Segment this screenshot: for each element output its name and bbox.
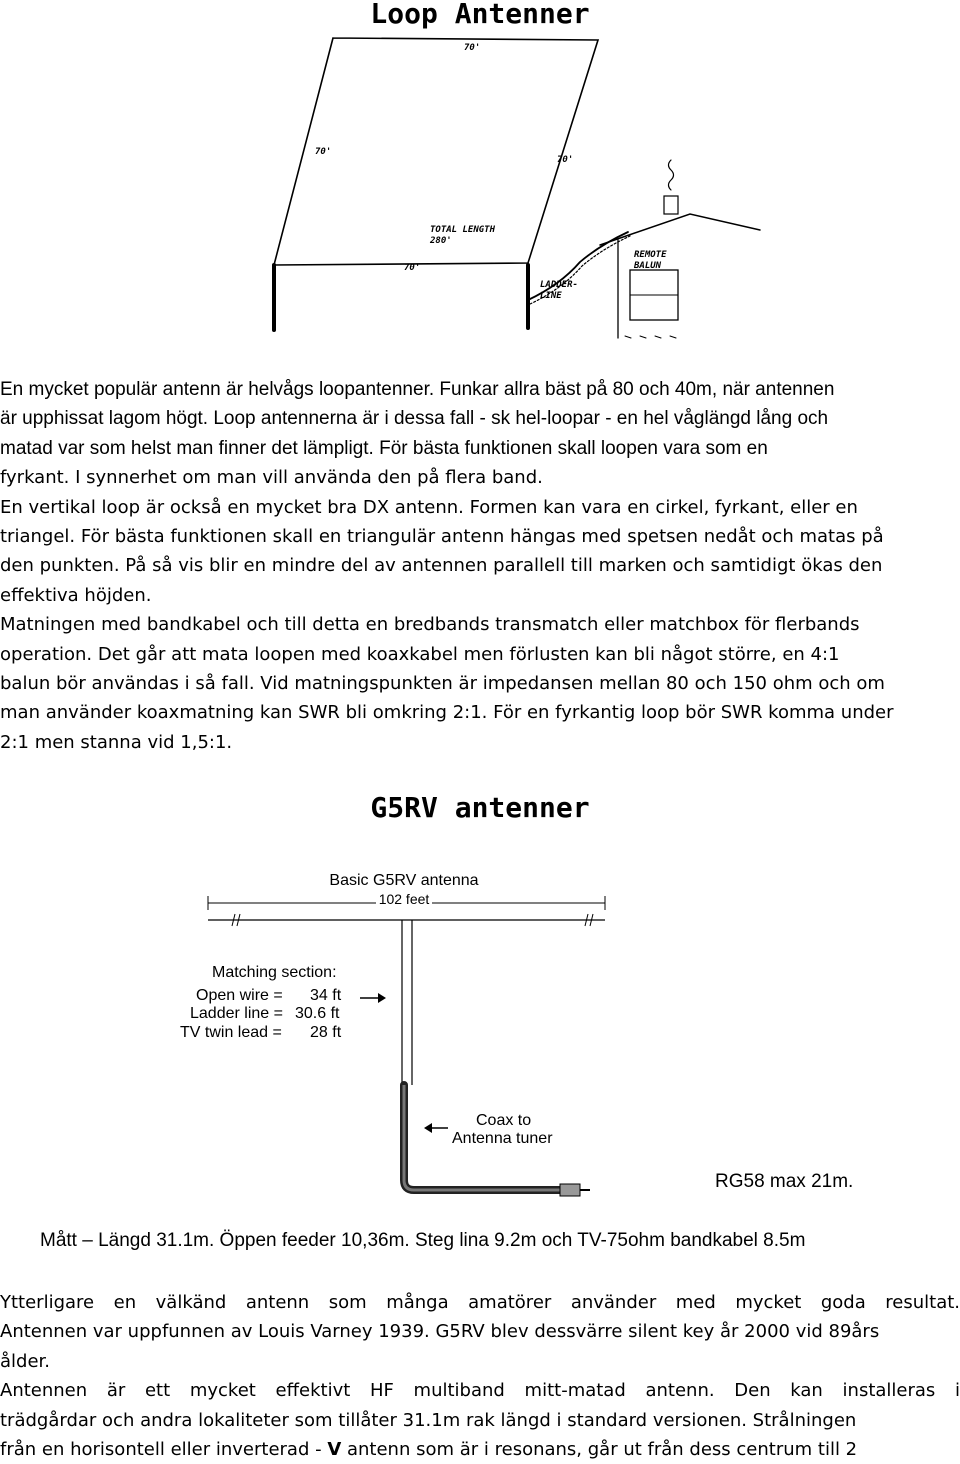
g5rv-last-bold: V	[327, 1438, 342, 1460]
loop-text-line: Matningen med bandkabel och till detta en bredbands transmatch eller matchbox för flerbands	[0, 614, 860, 636]
g5rv-text-line: trädgårdar och andra lokaliteter som tillåter 31.1m rak längd i standard versionen. Strålningen	[0, 1409, 857, 1431]
g5rv-text-line: Antennen är ett mycket effektivt HF multiband mitt-matad antenn. Den kan installeras i	[0, 1380, 960, 1402]
g5rv-last-b: antenn som är i resonans, går ut från dess centrum till 2	[341, 1438, 858, 1460]
loop-label-bottom: 70'	[404, 263, 421, 273]
g5rv-row-label: Open wire =	[196, 987, 283, 1004]
g5rv-measurements: Mått – Längd 31.1m. Öppen feeder 10,36m. Steg lina 9.2m och TV-75ohm bandkabel 8.5m	[40, 1230, 806, 1251]
loop-title: Loop Antenner	[370, 0, 590, 30]
g5rv-diagram-length	[0, 890, 808, 908]
g5rv-row-label: Ladder line =	[190, 1005, 283, 1022]
loop-label-total-length: TOTAL LENGTH 280'	[430, 225, 496, 246]
g5rv-coax-line2: Antenna tuner	[452, 1130, 553, 1147]
g5rv-row-value: 28 ft	[310, 1024, 342, 1041]
loop-text-line: triangel. För bästa funktionen skall en triangulär antenn hängas med spetsen nedåt och matas på	[0, 525, 884, 547]
loop-text-line: matad var som helst man finner det lämpligt. För bästa funktionen skall loopen vara som en	[0, 437, 768, 459]
loop-label-remote-balun: REMOTE BALUN	[634, 250, 667, 271]
g5rv-diagram-length-text: 102 feet	[376, 891, 433, 907]
g5rv-text	[0, 1288, 960, 1464]
g5rv-diagram-title: Basic G5RV antenna	[329, 872, 479, 889]
loop-label-ladder-line: LADDER- LINE	[540, 280, 578, 301]
loop-text-line: operation. Det går att mata loopen med koaxkabel men förlusten kan bli något större, en 4:1	[0, 643, 840, 665]
g5rv-matching-heading: Matching section:	[212, 964, 337, 981]
loop-text-line: den punkten. På så vis blir en mindre del av antennen parallell till marken och samtidigt ökas den	[0, 555, 883, 577]
g5rv-row-value: 34 ft	[310, 987, 342, 1004]
g5rv-text-line: Ytterligare en välkänd antenn som många amatörer använder med mycket goda resultat.	[0, 1292, 960, 1313]
loop-text-line: är upphissat lagom högt. Loop antennerna är i dessa fall - sk hel-loopar - en hel våglängd lång och	[0, 408, 829, 430]
loop-label-right: 70'	[557, 155, 574, 165]
g5rv-coax-line1: Coax to	[476, 1112, 532, 1129]
loop-text-line: fyrkant. I synnerhet om man vill använda den på flera band.	[0, 467, 543, 489]
loop-text-line: En vertikal loop är också en mycket bra DX antenn. Formen kan vara en cirkel, fyrkant, eller en	[0, 496, 858, 518]
loop-text-line: effektiva höjden.	[0, 584, 152, 606]
g5rv-text-line-last	[0, 1435, 960, 1464]
g5rv-row-value: 30.6 ft	[295, 1005, 340, 1022]
g5rv-last-a: från en horisontell eller inverterad -	[0, 1438, 328, 1460]
g5rv-title: G5RV antenner	[370, 791, 590, 824]
loop-label-top: 70'	[464, 43, 481, 53]
loop-text-line: man använder koaxmatning kan SWR bli omkring 2:1. För en fyrkantig loop bör SWR komma under	[0, 702, 894, 724]
loop-label-left: 70'	[315, 147, 332, 157]
g5rv-text-line: Antennen var uppfunnen av Louis Varney 1939. G5RV blev dessvärre silent key år 2000 vid 89års	[0, 1321, 880, 1343]
g5rv-row-label: TV twin lead =	[180, 1024, 282, 1041]
loop-text-line: balun bör användas i så fall. Vid matningspunkten är impedansen mellan 80 och 150 ohm och om	[0, 672, 885, 694]
loop-text	[0, 375, 960, 757]
g5rv-text-line: ålder.	[0, 1350, 51, 1372]
g5rv-rg58-note: RG58 max 21m.	[715, 1171, 854, 1192]
loop-text-line: En mycket populär antenn är helvågs loopantenner. Funkar allra bäst på 80 och 40m, när antennen	[0, 379, 835, 400]
loop-text-line: 2:1 men stanna vid 1,5:1.	[0, 731, 233, 753]
